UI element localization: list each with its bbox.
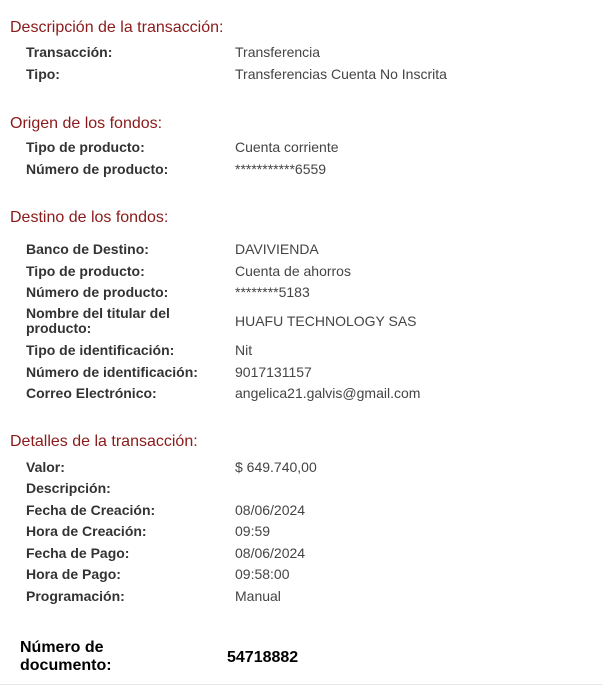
- fecha-creacion-label: Fecha de Creación:: [26, 502, 156, 518]
- hora-pago-value: 09:58:00: [235, 566, 290, 582]
- section-title-destino: Destino de los fondos:: [10, 209, 169, 226]
- destino-numero-producto-label: Número de producto:: [26, 284, 169, 300]
- valor-value: $ 649.740,00: [235, 459, 317, 475]
- section-title-detalles: Detalles de la transacción:: [10, 433, 198, 450]
- origen-numero-producto-value: ***********6559: [235, 161, 327, 177]
- valor-label: Valor:: [26, 459, 65, 475]
- fecha-pago-label: Fecha de Pago:: [26, 545, 130, 561]
- correo-label: Correo Electrónico:: [26, 385, 157, 401]
- section-title-descripcion: Descripción de la transacción:: [10, 19, 224, 36]
- numero-identificacion-label: Número de identificación:: [26, 364, 198, 380]
- numero-documento-value: 54718882: [227, 649, 299, 666]
- numero-documento-label: Número de documento:: [20, 639, 112, 674]
- transaccion-label: Transacción:: [26, 44, 113, 60]
- section-title-origen: Origen de los fondos:: [10, 115, 163, 132]
- numero-identificacion-value: 9017131157: [235, 364, 312, 380]
- destino-tipo-producto-value: Cuenta de ahorros: [235, 263, 351, 279]
- tipo-label: Tipo:: [26, 66, 60, 82]
- hora-creacion-label: Hora de Creación:: [26, 523, 147, 539]
- programacion-value: Manual: [235, 588, 281, 604]
- titular-value: HUAFU TECHNOLOGY SAS: [235, 313, 417, 329]
- banco-destino-value: DAVIVIENDA: [235, 241, 319, 257]
- destino-numero-producto-value: ********5183: [235, 284, 310, 300]
- transaccion-value: Transferencia: [235, 44, 321, 60]
- destino-tipo-producto-label: Tipo de producto:: [26, 263, 145, 279]
- origen-tipo-producto-label: Tipo de producto:: [26, 139, 145, 155]
- origen-tipo-producto-value: Cuenta corriente: [235, 139, 339, 155]
- hora-pago-label: Hora de Pago:: [26, 566, 121, 582]
- banco-destino-label: Banco de Destino:: [26, 241, 149, 257]
- fecha-pago-value: 08/06/2024: [235, 545, 306, 561]
- origen-numero-producto-label: Número de producto:: [26, 161, 169, 177]
- bottom-divider: [0, 684, 602, 685]
- descripcion-label: Descripción:: [26, 480, 111, 496]
- tipo-identificacion-value: Nit: [235, 342, 253, 358]
- fecha-creacion-value: 08/06/2024: [235, 502, 306, 518]
- titular-label: Nombre del titular del producto:: [26, 305, 170, 336]
- correo-value: angelica21.galvis@gmail.com: [235, 385, 421, 401]
- hora-creacion-value: 09:59: [235, 523, 271, 539]
- tipo-identificacion-label: Tipo de identificación:: [26, 342, 175, 358]
- tipo-value: Transferencias Cuenta No Inscrita: [235, 66, 447, 82]
- programacion-label: Programación:: [26, 588, 125, 604]
